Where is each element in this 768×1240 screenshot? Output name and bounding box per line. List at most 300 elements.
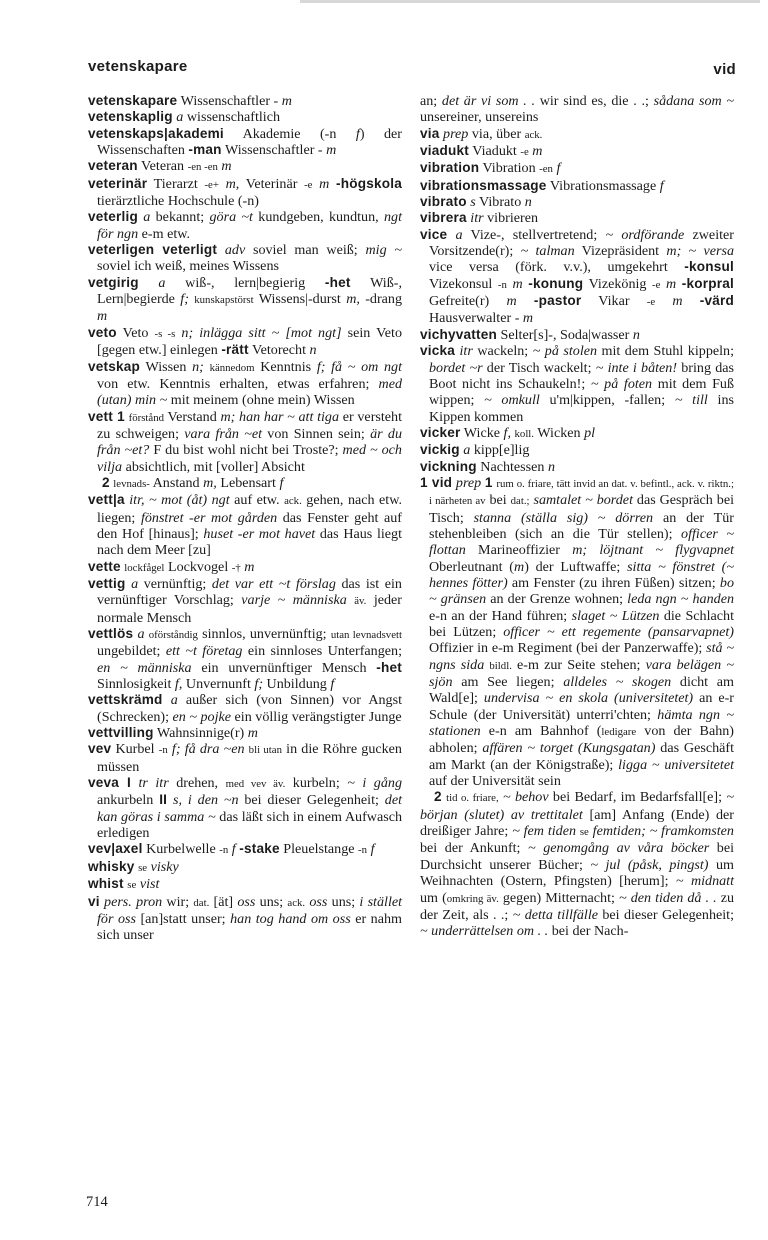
example-text: m (506, 293, 517, 310)
note-text: ledigare (601, 726, 637, 739)
definition-text: Pleuelstange (279, 841, 359, 858)
headword: vettvilling (88, 725, 154, 741)
left-column (88, 93, 402, 944)
example-text: ~ fem tiden (512, 823, 576, 840)
headword: whisky (88, 858, 135, 874)
definition-text: er nahm sich unser (97, 910, 402, 944)
example-text: bo ~ gränsen (429, 574, 735, 608)
definition-text: bei der Ankunft; (420, 840, 529, 857)
example-text: en ~ människa (97, 659, 192, 676)
definition-text: via, über (468, 125, 525, 142)
example-text: är du från ~et? (97, 425, 402, 459)
example-text: prep (443, 125, 469, 142)
headword: -het (324, 274, 351, 290)
definition-text: mit dem Fuß wippen; (429, 375, 735, 409)
dictionary-entry (88, 275, 402, 325)
note-text: -e (304, 178, 313, 191)
example-text: ett ~t företag (165, 643, 243, 660)
definition-text: [an]statt unser; (135, 910, 231, 927)
definition-text: uns; (327, 893, 360, 910)
headword: -konsul (684, 259, 734, 275)
example-text: femtiden; ~ framkomsten (592, 823, 734, 840)
definition-text: mit meinem (ohne mein) Wissen (167, 392, 355, 409)
right-column (420, 93, 734, 940)
definition-text (163, 692, 171, 708)
definition-text: bei Durchsicht unserer Bücher; (420, 840, 734, 873)
running-head-right: vid (713, 61, 736, 78)
headword: 2 (102, 474, 110, 490)
example-text: adv (224, 242, 246, 259)
example-text: n (524, 194, 532, 211)
dictionary-entry (420, 227, 734, 327)
example-text: ngt för ngn (97, 209, 402, 242)
example-text: varje ~ människa (241, 592, 347, 609)
dictionary-entry (420, 126, 734, 143)
note-text: oförståndig (148, 629, 198, 641)
definition-text: gehen, nach etw. liegen; (97, 492, 403, 526)
headword: vi (88, 893, 100, 909)
example-text: vara belägen ~ sjön (429, 656, 734, 691)
example-text: officer ~ ett regemente (pansarvapnet) (503, 624, 734, 640)
headword: vettig (88, 575, 126, 591)
example-text: oss (309, 893, 328, 910)
dictionary-entry (88, 409, 402, 475)
definition-text: Akademie (-n (223, 125, 356, 142)
definition-text: Vizepräsident (574, 243, 667, 260)
headword: vice (420, 226, 448, 242)
definition-text: Vizekonsul (429, 275, 498, 292)
definition-text: auf etw. (229, 492, 285, 509)
example-text: a (131, 575, 139, 592)
example-text: f (355, 125, 360, 142)
example-text: tr itr (138, 775, 169, 792)
definition-text: das Gespräch bei Tisch; (429, 492, 734, 526)
dictionary-entry (420, 459, 734, 475)
headword: vichyvatten (420, 326, 497, 342)
definition-text: Wahnsinnige(r) (153, 725, 248, 742)
example-text: sitta ~ fönstret (~ hennes fötter) (429, 558, 734, 591)
dictionary-entry (420, 160, 734, 177)
note-text: utan levnadsvett (330, 629, 402, 641)
dictionary-entry (88, 176, 402, 210)
headword: vibrationsmassage (420, 177, 547, 193)
note-text: kunskapstörst (194, 294, 254, 307)
headword: II (159, 792, 168, 808)
definition-text: Vibrato (475, 194, 525, 211)
definition-text: Wicke (460, 424, 504, 441)
definition-text: Unbildung (263, 676, 331, 693)
example-text: oss (237, 893, 256, 910)
note-text: bli utan (248, 744, 282, 757)
definition-text: Vibrationsmassage (546, 177, 660, 194)
note-text: förstånd (128, 411, 165, 424)
definition-text: die Schlacht bei Lützen; (429, 607, 734, 640)
note-text: se (138, 861, 148, 874)
headword: vetenskaps|akademi (88, 125, 224, 141)
dictionary-entry (88, 725, 402, 741)
note-text: -n (497, 278, 507, 291)
example-text: a (170, 692, 178, 709)
example-text: ~ talman (520, 243, 575, 260)
dictionary-entry (88, 475, 402, 492)
headword: veterligen veterligt (88, 242, 218, 258)
example-text: a (158, 274, 166, 291)
definition-text: jeder normale Mensch (97, 592, 402, 626)
example-text: n; inlägga sitt ~ [mot ngt] (181, 324, 342, 341)
example-text: samtalet ~ bordet (533, 492, 633, 509)
example-text: a (176, 109, 184, 126)
example-text: ~ jul (påsk, pingst) (590, 856, 709, 873)
headword: vev|axel (88, 841, 143, 857)
definition-text: Vetorecht (248, 342, 310, 359)
definition-text: Wissenschaftler - (177, 93, 282, 109)
dictionary-entry (88, 492, 402, 558)
dictionary-entry (420, 327, 734, 343)
dictionary-entry (88, 325, 402, 359)
dictionary-entry (88, 859, 402, 876)
example-text: m (244, 558, 255, 575)
definition-text: bring das Boot nicht ins Schaukeln!; (429, 359, 734, 392)
definition-text: sein Veto [gegen etw.] einlegen (97, 324, 402, 359)
example-text: fönstret -er mot gården (140, 509, 278, 526)
example-text: ~ till (674, 392, 708, 409)
definition-text: ankurbeln (97, 792, 160, 809)
dictionary-entry (88, 93, 402, 109)
definition-text: Nachtessen (476, 458, 548, 475)
headword: -het (376, 659, 402, 675)
example-text: undervisa ~ en skola (universitetet) (483, 690, 694, 707)
definition-text: Vibration (479, 160, 540, 177)
example-text: med (utan) min ~ (97, 375, 402, 409)
example-text: pers. pron (104, 893, 163, 910)
example-text: m (514, 558, 525, 575)
definition-text: wir; (162, 893, 194, 910)
definition-text: Hausverwalter - (429, 310, 523, 327)
definition-text: Wissens|-durst (253, 291, 347, 308)
definition-text (683, 293, 700, 309)
example-text: m (225, 175, 236, 192)
example-text: f (370, 841, 375, 858)
example-text: ~ detta tillfälle (512, 906, 598, 923)
dictionary-entry (420, 143, 734, 160)
example-text: vist (139, 876, 160, 893)
dictionary-entry (420, 442, 734, 458)
note-text: -e (652, 278, 661, 291)
example-text: stanna (ställa sig) ~ dörren (473, 509, 654, 526)
headword: veteran (88, 158, 138, 174)
headword: -rätt (221, 342, 249, 358)
example-text: pl (584, 424, 596, 441)
definition-text: Wiß-, Lern|begierde (97, 274, 402, 308)
definition-text: bei (485, 492, 511, 509)
definition-text (217, 242, 225, 258)
headword: vickning (420, 458, 477, 474)
definition-text: kundgeben, kundtun, (252, 209, 384, 226)
headword: vicker (420, 424, 461, 440)
example-text: sådana som ~ (653, 93, 735, 109)
headword: vett|a (88, 492, 125, 508)
headword: vett 1 (88, 408, 125, 424)
example-text: itr (459, 343, 473, 360)
example-text: ~ inte i båten! (595, 359, 678, 376)
running-head-left: vetenskapare (88, 58, 188, 75)
dictionary-entry (420, 343, 734, 425)
definition-text: Gefreite(r) (429, 293, 507, 310)
headword: 1 vid (420, 474, 453, 490)
example-text: f; (180, 291, 189, 308)
headword: veterlig (88, 209, 138, 225)
headword: vetenskapare (88, 93, 178, 108)
example-text: slaget ~ Lützen (571, 607, 660, 624)
definition-text: -drang (359, 291, 403, 308)
example-text: ~ på stolen (532, 343, 598, 360)
headword: vetgirig (88, 274, 139, 290)
example-text: m; löjtnant ~ flygvapnet (572, 542, 734, 559)
headword: vibration (420, 160, 480, 176)
definition-text: vice versa (förk. v.v.), umgekehrt (429, 259, 685, 276)
dictionary-entry (88, 741, 402, 775)
example-text: a (455, 226, 463, 243)
example-text: stå ~ ngns sida (429, 640, 734, 673)
headword: 2 (434, 789, 442, 805)
definition-text: Selter[s]-, Soda|wasser (497, 326, 633, 343)
definition-text: Kenntnis (254, 358, 317, 375)
example-text: ~ behov (503, 789, 549, 806)
note-text: -n (158, 744, 168, 757)
definition-text: wackeln; (472, 343, 533, 360)
example-text: leda ngn ~ handen (627, 591, 734, 608)
definition-text: e-m etw. (138, 225, 191, 242)
note-text: -n (219, 844, 229, 857)
headword: vicka (420, 343, 456, 359)
example-text: f (279, 474, 284, 491)
dictionary-entry (420, 475, 734, 790)
definition-text: gegen) Mitternacht; (498, 889, 619, 906)
scan-edge-line (300, 0, 760, 3)
definition-text: e-m zur Seite stehen; (511, 656, 646, 673)
headword: 1 (484, 474, 493, 490)
dictionary-entry (88, 692, 402, 725)
headword: vetskap (88, 358, 141, 374)
definition-text: Viadukt (469, 143, 521, 160)
definition-text: unsereiner, unsereins (420, 109, 539, 126)
definition-text: bei dieser Gelegenheit; (238, 792, 385, 809)
note-text: se (127, 879, 137, 892)
headword: vetenskaplig (88, 109, 173, 125)
note-text: -† (231, 561, 241, 574)
example-text: m (221, 158, 232, 175)
example-text: han tog hand om oss (230, 910, 351, 927)
dictionary-entry (88, 126, 402, 159)
definition-text: [am] Anfang (Ende) der dreißiger Jahre; (420, 806, 735, 840)
definition-text: das Fenster geht auf den Hof [hinaus]; (97, 509, 402, 542)
definition-text: von etw. Kenntnis erhalten, etwas erfahren; (97, 375, 379, 392)
definition-text (219, 176, 226, 192)
example-text: m (532, 143, 543, 160)
headword: -pastor (533, 293, 582, 309)
note-text: ack. (287, 896, 306, 909)
example-text: det är vi som . . (441, 93, 536, 109)
definition-text: , Veterinär (235, 175, 305, 192)
example-text: f (330, 676, 335, 693)
definition-text: ) der Luftwaffe; (524, 558, 628, 575)
headword: vettlös (88, 626, 134, 641)
headword: viadukt (420, 143, 469, 159)
example-text: f (556, 160, 561, 177)
headword: vickig (420, 442, 460, 458)
definition-text (139, 275, 159, 291)
example-text: göra ~t (209, 209, 253, 226)
example-text: m; han har ~ att tiga (220, 408, 340, 425)
dictionary-entry (88, 576, 402, 626)
note-text: -e (646, 296, 656, 309)
example-text: ~ den tiden då . . (619, 889, 717, 906)
definition-text: Kurbelwelle (142, 841, 220, 858)
definition-text: an der Tür stehenbleiben (sich an die Tür stellen); (429, 509, 734, 542)
dictionary-entry (88, 626, 402, 692)
definition-text: ungebildet; (97, 643, 166, 660)
definition-text: Marineoffizier (465, 542, 573, 559)
example-text: f; få dra ~en (171, 741, 245, 758)
headword: -korpral (681, 275, 734, 291)
definition-text: ins Kippen kommen (429, 392, 734, 425)
dictionary-entry (88, 775, 402, 841)
definition-text: Vize-, stellvertretend; (462, 226, 606, 243)
dictionary-entry (88, 242, 402, 275)
headword: -konung (528, 275, 584, 291)
definition-text (517, 293, 534, 309)
definition-text (655, 293, 672, 309)
example-text: ~ underrättelsen om . . (420, 923, 549, 940)
example-text: itr (470, 210, 484, 227)
definition-text: dicht am Wald[e]; (429, 674, 734, 707)
note-text: levnads- (113, 477, 150, 490)
dictionary-entry (88, 158, 402, 175)
example-text: ~ början (slutet) av trettitalet (420, 789, 734, 823)
example-text: m (522, 310, 534, 327)
example-text: a (143, 209, 151, 226)
definition-text: am See liegen; (452, 674, 564, 691)
example-text: affären ~ torget (Kungsgatan) (482, 740, 656, 757)
definition-text: bei der Nach- (548, 923, 629, 940)
dictionary-entry (420, 194, 734, 210)
definition-text: an der Grenze wohnen; (486, 591, 628, 608)
note-text: lockfågel (124, 561, 165, 574)
example-text: huset -er mot havet (203, 525, 316, 542)
example-text: n; (192, 358, 204, 375)
definition-text: an e-r Schule (der Universität) unterri'chten; (429, 690, 734, 723)
note-text: -n (358, 844, 368, 857)
definition-text: Wissen (140, 358, 193, 375)
example-text: n (309, 342, 317, 359)
example-text: ~ midnatt (675, 873, 735, 890)
example-text: visky (150, 858, 179, 875)
definition-text: e-n an der Hand führen; (429, 607, 572, 624)
example-text: m (672, 293, 683, 310)
example-text: itr, ~ mot (åt) ngt (129, 492, 230, 509)
note-text: kännedom (209, 361, 255, 374)
example-text: m (666, 275, 677, 292)
example-text: ~ ordförande (605, 226, 685, 243)
definition-text: soviel ich weiß, meines Wissens (97, 258, 279, 275)
definition-text: Oberleutnant ( (429, 558, 514, 575)
page-number: 714 (86, 1194, 108, 1210)
definition-text: kipp[e]lig (470, 442, 530, 459)
example-text: s (470, 194, 476, 211)
example-text: a (137, 626, 145, 642)
note-text: -e (520, 146, 529, 159)
dictionary-entry (420, 210, 734, 226)
dictionary-entry (88, 209, 402, 242)
example-text: bordet ~r (429, 359, 483, 376)
note-text: -s -s (154, 327, 176, 340)
example-text: officer ~ flottan (429, 525, 734, 559)
example-text: m, (203, 474, 217, 491)
definition-text: ein völlig verängstigter Junge (231, 708, 402, 725)
definition-text: am Fenster (zu ihren Füßen) sitzen; (507, 574, 720, 591)
example-text: m, (346, 291, 360, 308)
definition-text: bei Bedarf, im Bedarfsfall[e]; (548, 789, 727, 806)
dictionary-entry (88, 109, 402, 125)
definition-text: Wicken (534, 424, 585, 441)
definition-text: zu der Zeit, als . .; (420, 889, 734, 923)
note-text: bildl. (489, 659, 512, 672)
definition-text: Unvernunft (182, 676, 255, 693)
example-text: med ~ och vilja (97, 442, 402, 475)
definition-text: Anstand (149, 474, 204, 491)
definition-text: Sinnlosigkeit (97, 676, 175, 693)
definition-text: wiß-, lern|begierig (165, 274, 325, 291)
example-text: ~ på foten (590, 375, 653, 392)
example-text: m (247, 725, 258, 742)
example-text: m (97, 308, 108, 325)
headword: veto (88, 324, 117, 340)
definition-text: um Weihnachten (Ostern, Pfingsten) [herum]; (420, 856, 734, 890)
definition-text: er versteht zu schweigen; (97, 408, 403, 442)
example-text: m (319, 175, 330, 192)
dictionary-entry (420, 93, 734, 126)
definition-text: wissenschaftlich (183, 109, 281, 126)
definition-text: e-n am Bahnhof ( (480, 723, 602, 740)
example-text: m (281, 93, 292, 109)
dictionary-entry (420, 789, 734, 939)
definition-text: vibrieren (483, 210, 539, 227)
definition-text: das Geschäft am Markt (an der Königstraße); (429, 740, 734, 773)
definition-text: an; (420, 93, 442, 109)
example-text: det var ett ~t förslag (211, 575, 336, 592)
definition-text: [ät] (209, 893, 238, 910)
example-text: ~ genomgång av våra böcker (528, 840, 710, 857)
example-text: alldeles ~ skogen (563, 674, 672, 691)
note-text: -en (539, 163, 553, 176)
definition-text: um ( (420, 889, 447, 906)
example-text: f, (174, 676, 183, 693)
example-text: m (512, 275, 523, 292)
definition-text: ein sinnloses Unterfangen; (242, 643, 402, 660)
example-text: a (463, 442, 471, 459)
example-text: mig ~ (365, 242, 402, 259)
example-text: f, (503, 424, 511, 441)
example-text: ~ omkull (484, 392, 540, 409)
definition-text: das läßt sich in einem Aufwasch erledigen (97, 808, 402, 842)
note-text: -en -en (187, 161, 218, 174)
example-text: ~ i gång (347, 775, 402, 792)
definition-text: Kurbel (111, 741, 159, 758)
definition-text: wir sind es, die . .; (535, 93, 654, 109)
note-text: ack. (524, 128, 543, 141)
definition-text: auf der Universität sein (429, 773, 561, 790)
definition-text: Tierarzt (147, 175, 205, 192)
